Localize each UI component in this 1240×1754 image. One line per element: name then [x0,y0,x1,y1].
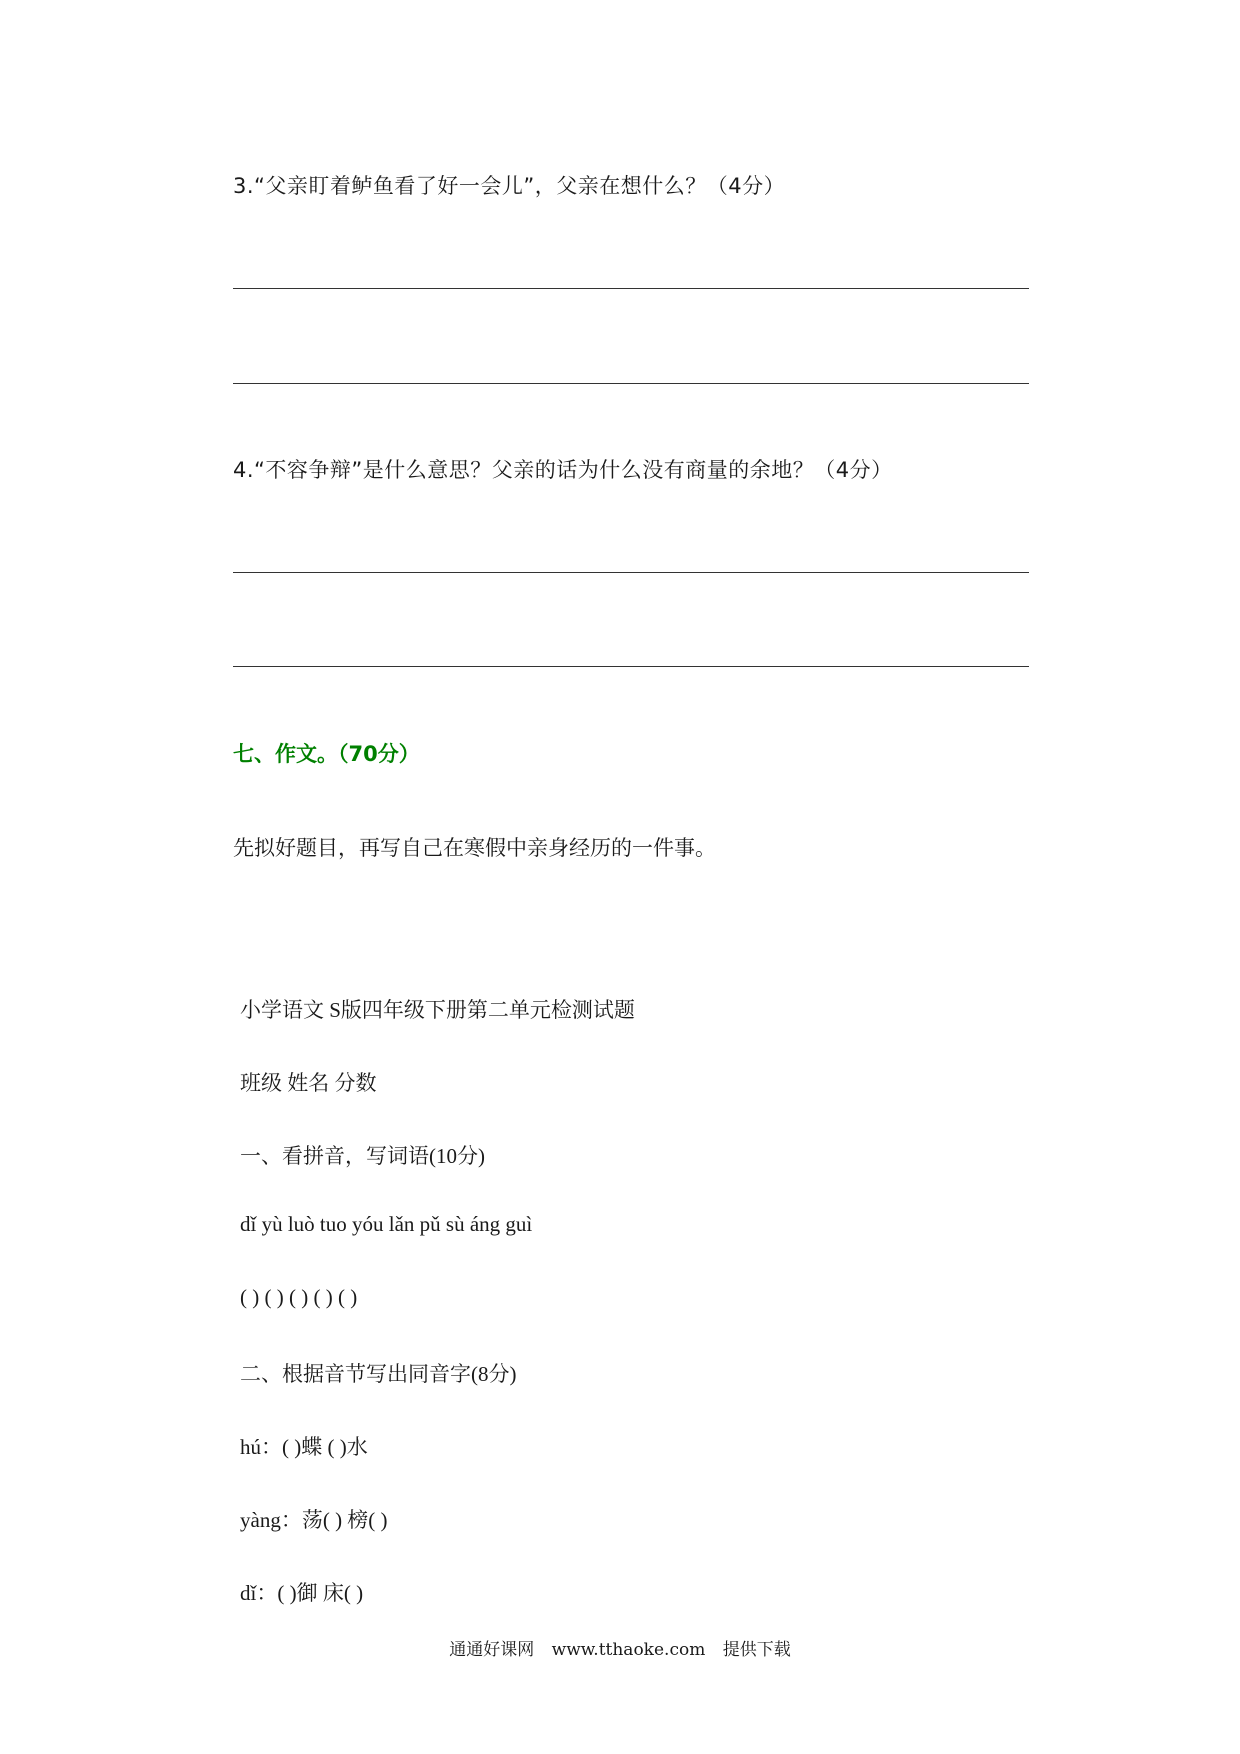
test-title: 小学语文 S版四年级下册第二单元检测试题 [240,998,635,1022]
part-2-item-yang: yàng：荡( ) 榜( ) [240,1508,388,1532]
footer-suffix: 提供下载 [722,1640,791,1660]
part-2-item-di: dǐ：( )御 床( ) [240,1581,364,1605]
question-4: 4.“不容争辩”是什么意思？父亲的话为什么没有商量的余地？（4分） [233,458,893,482]
question-3: 3.“父亲盯着鲈鱼看了好一会儿”，父亲在想什么？（4分） [233,174,786,198]
part-1-title: 一、看拼音，写词语(10分) [240,1144,485,1168]
answer-line-3a[interactable] [233,288,1029,289]
page-footer [0,1635,1240,1660]
part-1-pinyin: dǐ yù luò tuo yóu lǎn pǔ sù áng guì [240,1212,533,1236]
section-7-title: 七、作文。（70分） [233,742,420,766]
footer-site-name: 通通好课网 [449,1640,535,1660]
part-2-item-hu: hú：( )蝶 ( )水 [240,1435,368,1459]
answer-line-4a[interactable] [233,572,1029,573]
part-1-blanks: ( ) ( ) ( ) ( ) ( ) [240,1285,358,1309]
section-7-task: 先拟好题目，再写自己在寒假中亲身经历的一件事。 [233,836,716,860]
answer-line-4b[interactable] [233,666,1029,667]
part-2-title: 二、根据音节写出同音字(8分) [240,1362,517,1386]
student-info: 班级 姓名 分数 [240,1071,377,1095]
footer-url[interactable]: www.tthaoke.com [551,1640,706,1660]
answer-line-3b[interactable] [233,383,1029,384]
